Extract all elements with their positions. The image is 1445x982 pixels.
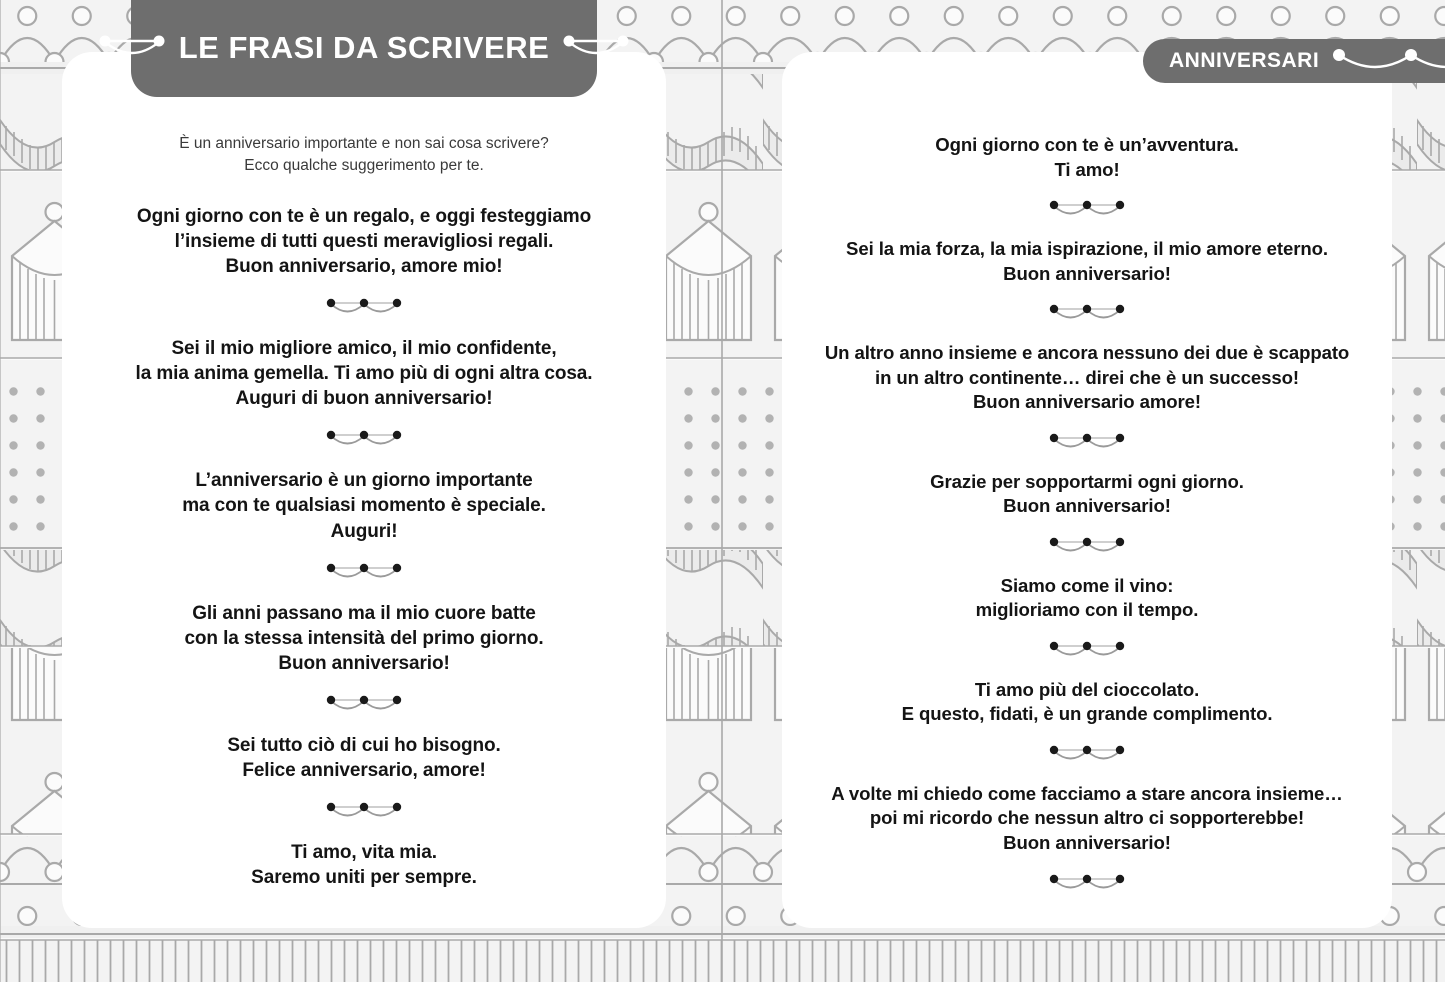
quote-line: Siamo come il vino: [1000,574,1174,596]
garland-swag-icon [563,34,629,62]
quote-line: Grazie per sopportarmi ogni giorno. [930,470,1244,492]
quote-line: Sei il mio migliore amico, il mio confidente, [171,338,557,360]
quote-line: in un altro continente… direi che è un successo! [875,366,1299,388]
quote-line: Ti amo, vita mia. [291,842,437,864]
intro-text [72,133,656,178]
quote-line: ma con te qualsiasi momento è speciale. [182,495,546,517]
quote-block [792,574,1382,623]
quote-block [792,237,1382,286]
garland-divider-icon [792,536,1382,556]
quote-line: miglioriamo con il tempo. [975,599,1199,621]
garland-swag-icon [1331,47,1445,75]
garland-divider-icon [72,297,656,317]
quote-block [792,470,1382,519]
quote-line: Un altro anno insieme e ancora nessuno dei due è scappato [824,342,1350,364]
left-page-header-tab [131,0,597,97]
quote-line: la mia anima gemella. Ti amo più di ogni altra cosa. [135,363,593,385]
quote-block [72,468,656,543]
quote-line: Ti amo più del cioccolato. [974,678,1200,700]
quote-line: Gli anni passano ma il mio cuore batte [192,602,536,624]
garland-divider-icon [792,640,1382,660]
quote-line: Buon anniversario amore! [972,391,1202,413]
quote-line: con la stessa intensità del primo giorno. [184,627,544,649]
quote-line: A volte mi chiedo come facciamo a stare ancora insieme… [831,782,1343,804]
left-page-title: LE FRASI DA SCRIVERE [178,29,550,65]
quote-block [72,204,656,279]
left-page-content [72,133,656,890]
right-page-header-tab [1143,39,1445,83]
garland-divider-icon [792,873,1382,893]
quote-line: Buon anniversario, amore mio! [225,256,503,278]
quote-block [72,601,656,676]
quote-line: Sei tutto ciò di cui ho bisogno. [227,734,501,756]
quote-line: Buon anniversario! [278,652,450,674]
garland-divider-icon [792,199,1382,219]
quote-line: Saremo uniti per sempre. [251,867,477,889]
garland-divider-icon [72,694,656,714]
quote-block [72,733,656,783]
quote-block [792,678,1382,727]
right-page-title: ANNIVERSARI [1169,49,1320,72]
quote-line: poi mi ricordo che nessun altro ci sopporterebbe! [869,807,1305,829]
quote-line: Ogni giorno con te è un regalo, e oggi festeggiamo [136,205,592,227]
garland-swag-icon [99,34,165,62]
quote-line: Auguri! [330,520,398,542]
quote-block [72,336,656,411]
quote-line: Buon anniversario! [1003,495,1171,517]
garland-divider-icon [72,429,656,449]
quote-line: E questo, fidati, è un grande complimento. [901,703,1273,725]
garland-divider-icon [792,744,1382,764]
quote-line: Ti amo! [1054,158,1120,180]
right-page-content [792,133,1382,911]
quote-line: Auguri di buon anniversario! [235,388,493,410]
quote-line: Ogni giorno con te è un’avventura. [935,134,1239,155]
quote-line: Buon anniversario! [1003,831,1171,853]
garland-divider-icon [72,562,656,582]
quote-block [792,133,1382,182]
quote-line: Felice anniversario, amore! [242,759,486,781]
garland-divider-icon [792,432,1382,452]
garland-divider-icon [72,801,656,821]
intro-line-2: Ecco qualche suggerimento per te. [244,157,484,175]
quote-line: l’insieme di tutti questi meravigliosi regali. [174,231,554,253]
quote-block [792,341,1382,415]
garland-divider-icon [792,303,1382,323]
quote-line: Buon anniversario! [1003,262,1171,284]
intro-line-1: È un anniversario importante e non sai cosa scrivere? [179,135,549,152]
quote-line: L’anniversario è un giorno importante [195,470,533,492]
quote-block [792,782,1382,856]
quote-block [72,840,656,890]
quote-line: Sei la mia forza, la mia ispirazione, il mio amore eterno. [846,238,1328,260]
